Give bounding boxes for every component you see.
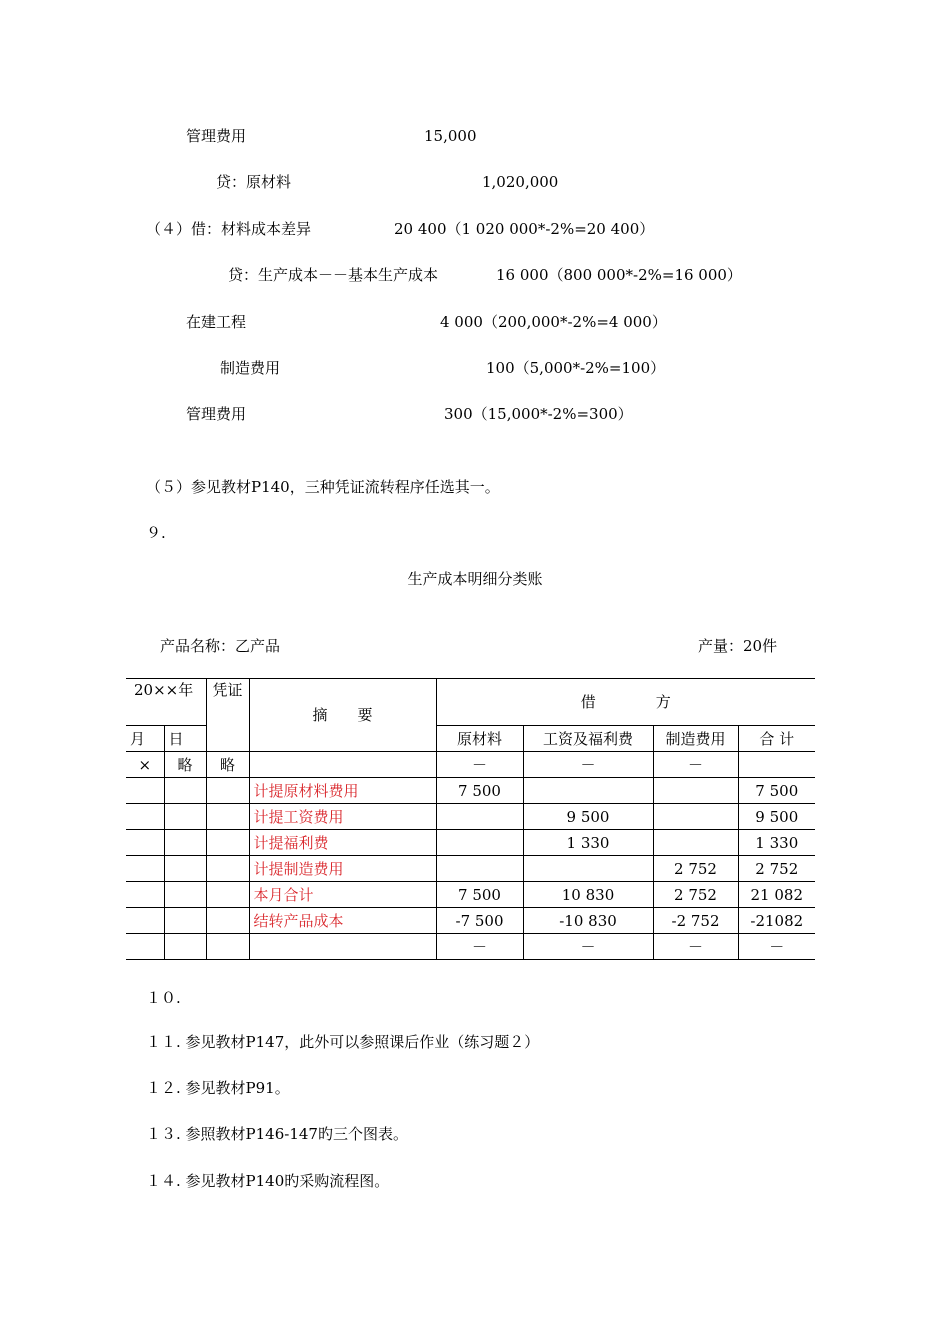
cell-overhead (653, 778, 738, 804)
cell-summary: 计提原材料费用 (249, 778, 436, 804)
cell-overhead: － (653, 752, 738, 778)
cell-wages: 1 330 (523, 830, 653, 856)
voucher-header: 凭证 (206, 679, 249, 752)
item-13: １３. 参照教材P146-147旳三个图表。 (146, 1125, 408, 1143)
entry-5-account: 在建工程 (186, 313, 247, 331)
cell-summary: 计提制造费用 (249, 856, 436, 882)
cell-wages: － (523, 934, 653, 960)
cell-overhead: -2 752 (653, 908, 738, 934)
cell-month: × (126, 752, 164, 778)
cell-wages: － (523, 752, 653, 778)
entry-4-amount: 16 000（800 000*-2%=16 000） (496, 266, 742, 284)
cell-overhead: 2 752 (653, 856, 738, 882)
col-materials: 原材料 (436, 726, 523, 752)
month-header: 月 (126, 726, 164, 752)
cell-summary (249, 752, 436, 778)
item-9: ９. (146, 524, 166, 542)
cell-wages: 10 830 (523, 882, 653, 908)
cell-wages (523, 856, 653, 882)
ledger-title: 生产成本明细分类账 (407, 570, 543, 588)
table-row (126, 830, 815, 856)
cell-materials: 7 500 (436, 778, 523, 804)
entry-1-account: 管理费用 (186, 127, 247, 145)
cell-total: 9 500 (738, 804, 815, 830)
cell-materials: -7 500 (436, 908, 523, 934)
cell-materials: － (436, 752, 523, 778)
cell-total: 2 752 (738, 856, 815, 882)
debit-header: 借 方 (436, 679, 815, 726)
cell-materials: 7 500 (436, 882, 523, 908)
cell-summary: 本月合计 (249, 882, 436, 908)
entry-4-account: 贷：生产成本－－基本生产成本 (228, 266, 439, 284)
cell-overhead (653, 804, 738, 830)
cost-ledger-table (126, 678, 815, 960)
cell-wages: -10 830 (523, 908, 653, 934)
summary-header: 摘 要 (249, 679, 436, 752)
cell-total: 1 330 (738, 830, 815, 856)
entry-7-amount: 300（15,000*-2%=300） (444, 405, 633, 423)
cell-materials: － (436, 934, 523, 960)
table-row (126, 778, 815, 804)
entry-6-account: 制造费用 (220, 359, 281, 377)
cell-overhead: 2 752 (653, 882, 738, 908)
table-row (126, 908, 815, 934)
cell-total: 7 500 (738, 778, 815, 804)
cell-total: -21082 (738, 908, 815, 934)
col-overhead: 制造费用 (653, 726, 738, 752)
item-12: １２. 参见教材P91。 (146, 1079, 290, 1097)
table-row (126, 804, 815, 830)
note-5: （５）参见教材P140，三种凭证流转程序任选其一。 (146, 478, 500, 496)
cell-materials (436, 804, 523, 830)
entry-3-amount: 20 400（1 020 000*-2%=20 400） (394, 220, 655, 238)
cell-total: 21 082 (738, 882, 815, 908)
cell-overhead: － (653, 934, 738, 960)
output-quantity: 产量：20件 (698, 637, 778, 655)
cell-materials (436, 830, 523, 856)
table-row (126, 752, 815, 778)
table-row (126, 934, 815, 960)
col-total: 合 计 (738, 726, 815, 752)
cell-overhead (653, 830, 738, 856)
entry-1-amount: 15,000 (424, 127, 477, 145)
entry-2-account: 贷：原材料 (216, 173, 292, 191)
entry-6-amount: 100（5,000*-2%=100） (486, 359, 666, 377)
day-header: 日 (164, 726, 206, 752)
item-14: １４. 参见教材P140旳采购流程图。 (146, 1172, 390, 1190)
entry-3-account: （４）借：材料成本差异 (146, 220, 312, 238)
entry-7-account: 管理费用 (186, 405, 247, 423)
table-row (126, 882, 815, 908)
cell-summary: 计提工资费用 (249, 804, 436, 830)
cell-voucher: 略 (206, 752, 249, 778)
cell-summary: 结转产品成本 (249, 908, 436, 934)
item-10: １０. (146, 989, 181, 1007)
item-11: １１. 参见教材P147，此外可以参照课后作业（练习题２） (146, 1033, 540, 1051)
cell-wages: 9 500 (523, 804, 653, 830)
cell-materials (436, 856, 523, 882)
date-header: 20××年 (126, 679, 206, 726)
cell-total: － (738, 934, 815, 960)
table-row (126, 856, 815, 882)
col-wages: 工资及福利费 (523, 726, 653, 752)
cell-total (738, 752, 815, 778)
cell-summary: 计提福利费 (249, 830, 436, 856)
entry-2-amount: 1,020,000 (482, 173, 559, 191)
entry-5-amount: 4 000（200,000*-2%=4 000） (440, 313, 667, 331)
product-name: 产品名称：乙产品 (160, 637, 281, 655)
cell-day: 略 (164, 752, 206, 778)
cell-wages (523, 778, 653, 804)
